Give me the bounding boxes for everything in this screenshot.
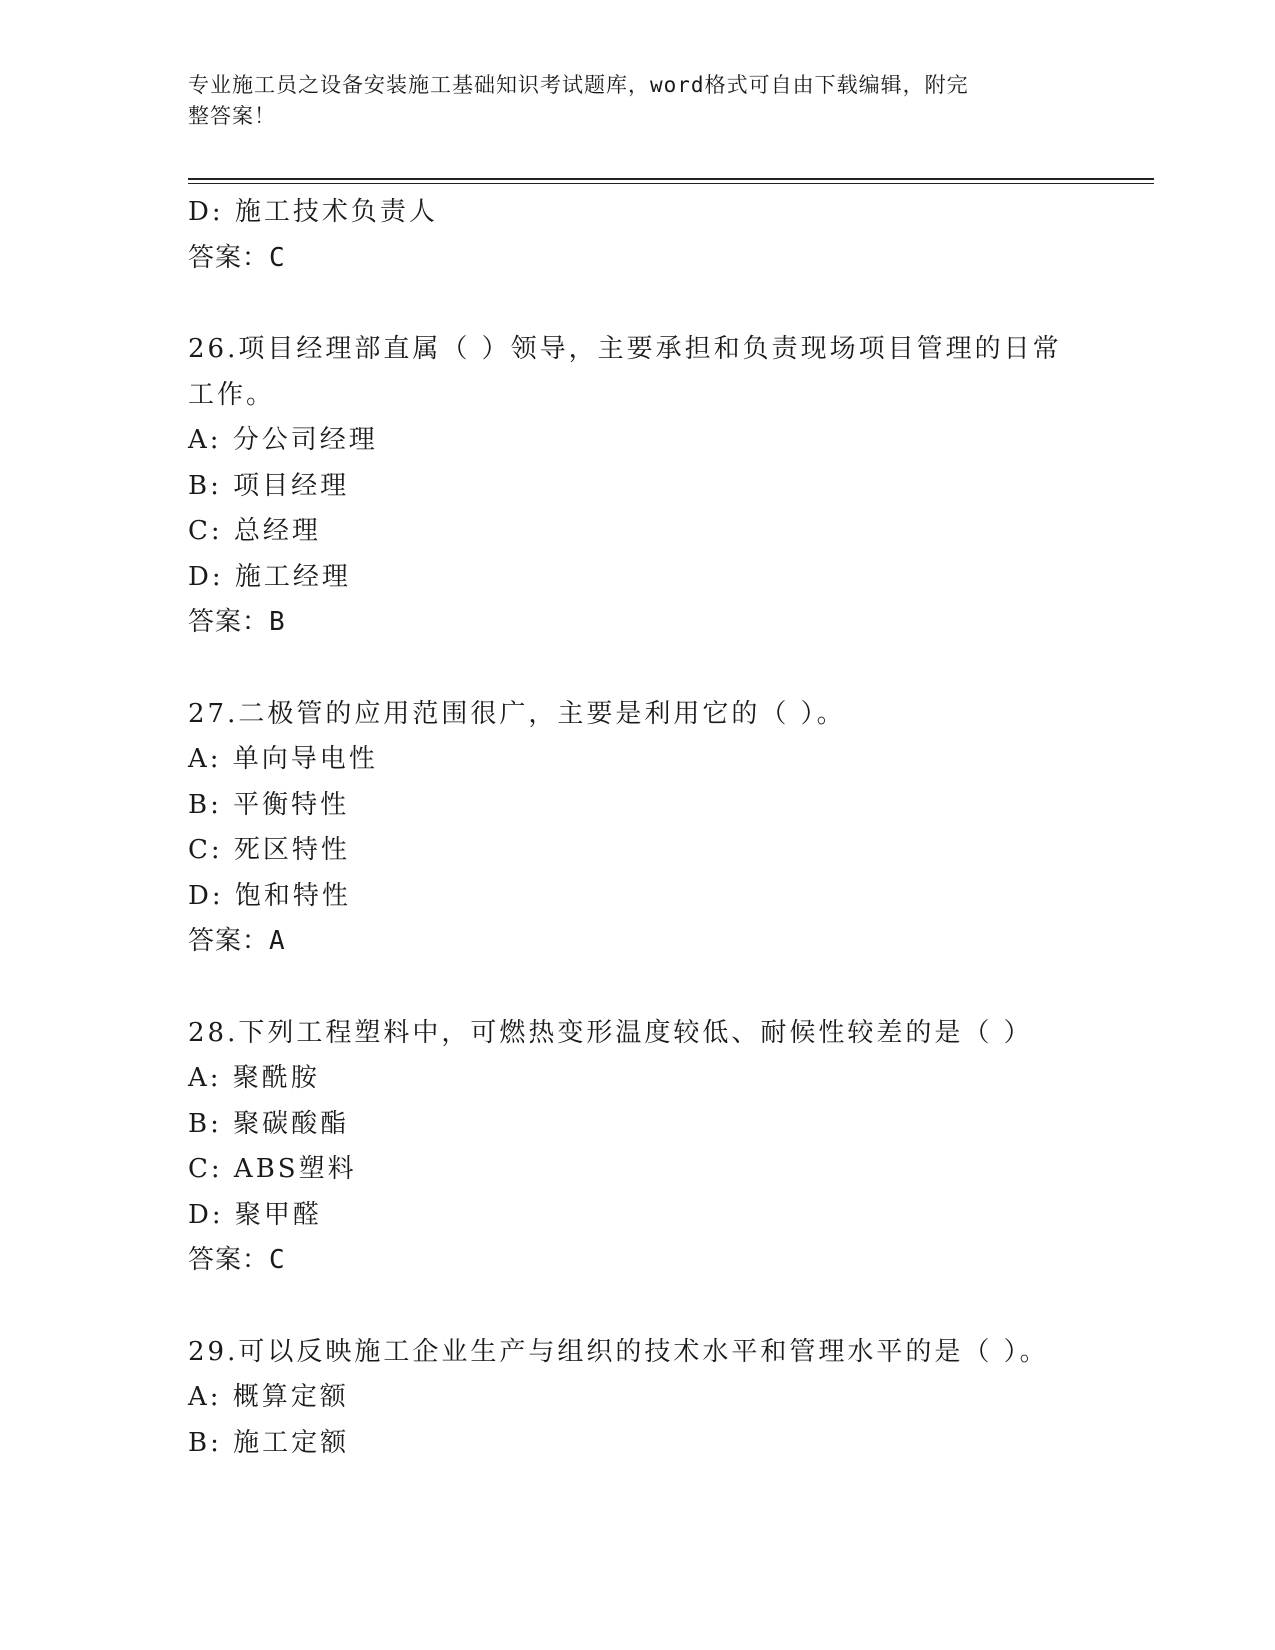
question-stem-continued: 工作。 [188, 379, 276, 410]
option-c: C: 死区特性 [188, 835, 350, 865]
header-line-1: 专业施工员之设备安装施工基础知识考试题库，word格式可自由下载编辑，附完 [188, 73, 969, 97]
option-d: D: 施工经理 [188, 561, 351, 592]
option-a: A: 概算定额 [188, 1382, 349, 1412]
option-d: D: 施工技术负责人 [188, 197, 438, 227]
option-d: D: 聚甲醛 [188, 1199, 322, 1230]
option-a: A: 单向导电性 [188, 744, 378, 774]
option-b: B: 施工定额 [188, 1427, 350, 1458]
question-28 [188, 1011, 1068, 1284]
question-spacer [188, 281, 1068, 327]
question-spacer [188, 646, 1068, 692]
option-d: D: 饱和特性 [188, 880, 351, 911]
question-stem: 27.二极管的应用范围很广，主要是利用它的（ ）。 [188, 698, 846, 729]
question-stem: 28.下列工程塑料中，可燃热变形温度较低、耐候性较差的是（ ） [188, 1017, 1033, 1048]
option-c: C: 总经理 [188, 516, 321, 546]
question-stem: 26.项目经理部直属（ ）领导，主要承担和负责现场项目管理的日常 [188, 334, 1062, 364]
answer: 答案：C [188, 242, 286, 273]
question-spacer [188, 1284, 1068, 1330]
answer: 答案：A [188, 926, 286, 956]
document-body [188, 190, 1068, 1466]
header-divider-thin [188, 183, 1154, 184]
question-27 [188, 692, 1068, 965]
question-29 [188, 1330, 1068, 1467]
question-spacer [188, 965, 1068, 1011]
answer: 答案：C [188, 1245, 286, 1275]
header-divider-thick [188, 178, 1154, 180]
answer: 答案：B [188, 607, 286, 637]
question-stem: 29.可以反映施工企业生产与组织的技术水平和管理水平的是（ ）。 [188, 1336, 1049, 1367]
option-b: B: 聚碳酸酯 [188, 1108, 350, 1139]
option-b: B: 平衡特性 [188, 789, 350, 820]
option-a: A: 分公司经理 [188, 425, 378, 455]
header-line-2: 整答案！ [188, 104, 276, 128]
option-b: B: 项目经理 [188, 470, 350, 501]
option-c: C: ABS塑料 [188, 1154, 357, 1184]
question-26 [188, 327, 1068, 646]
document-header [188, 70, 1068, 132]
option-a: A: 聚酰胺 [188, 1063, 320, 1093]
